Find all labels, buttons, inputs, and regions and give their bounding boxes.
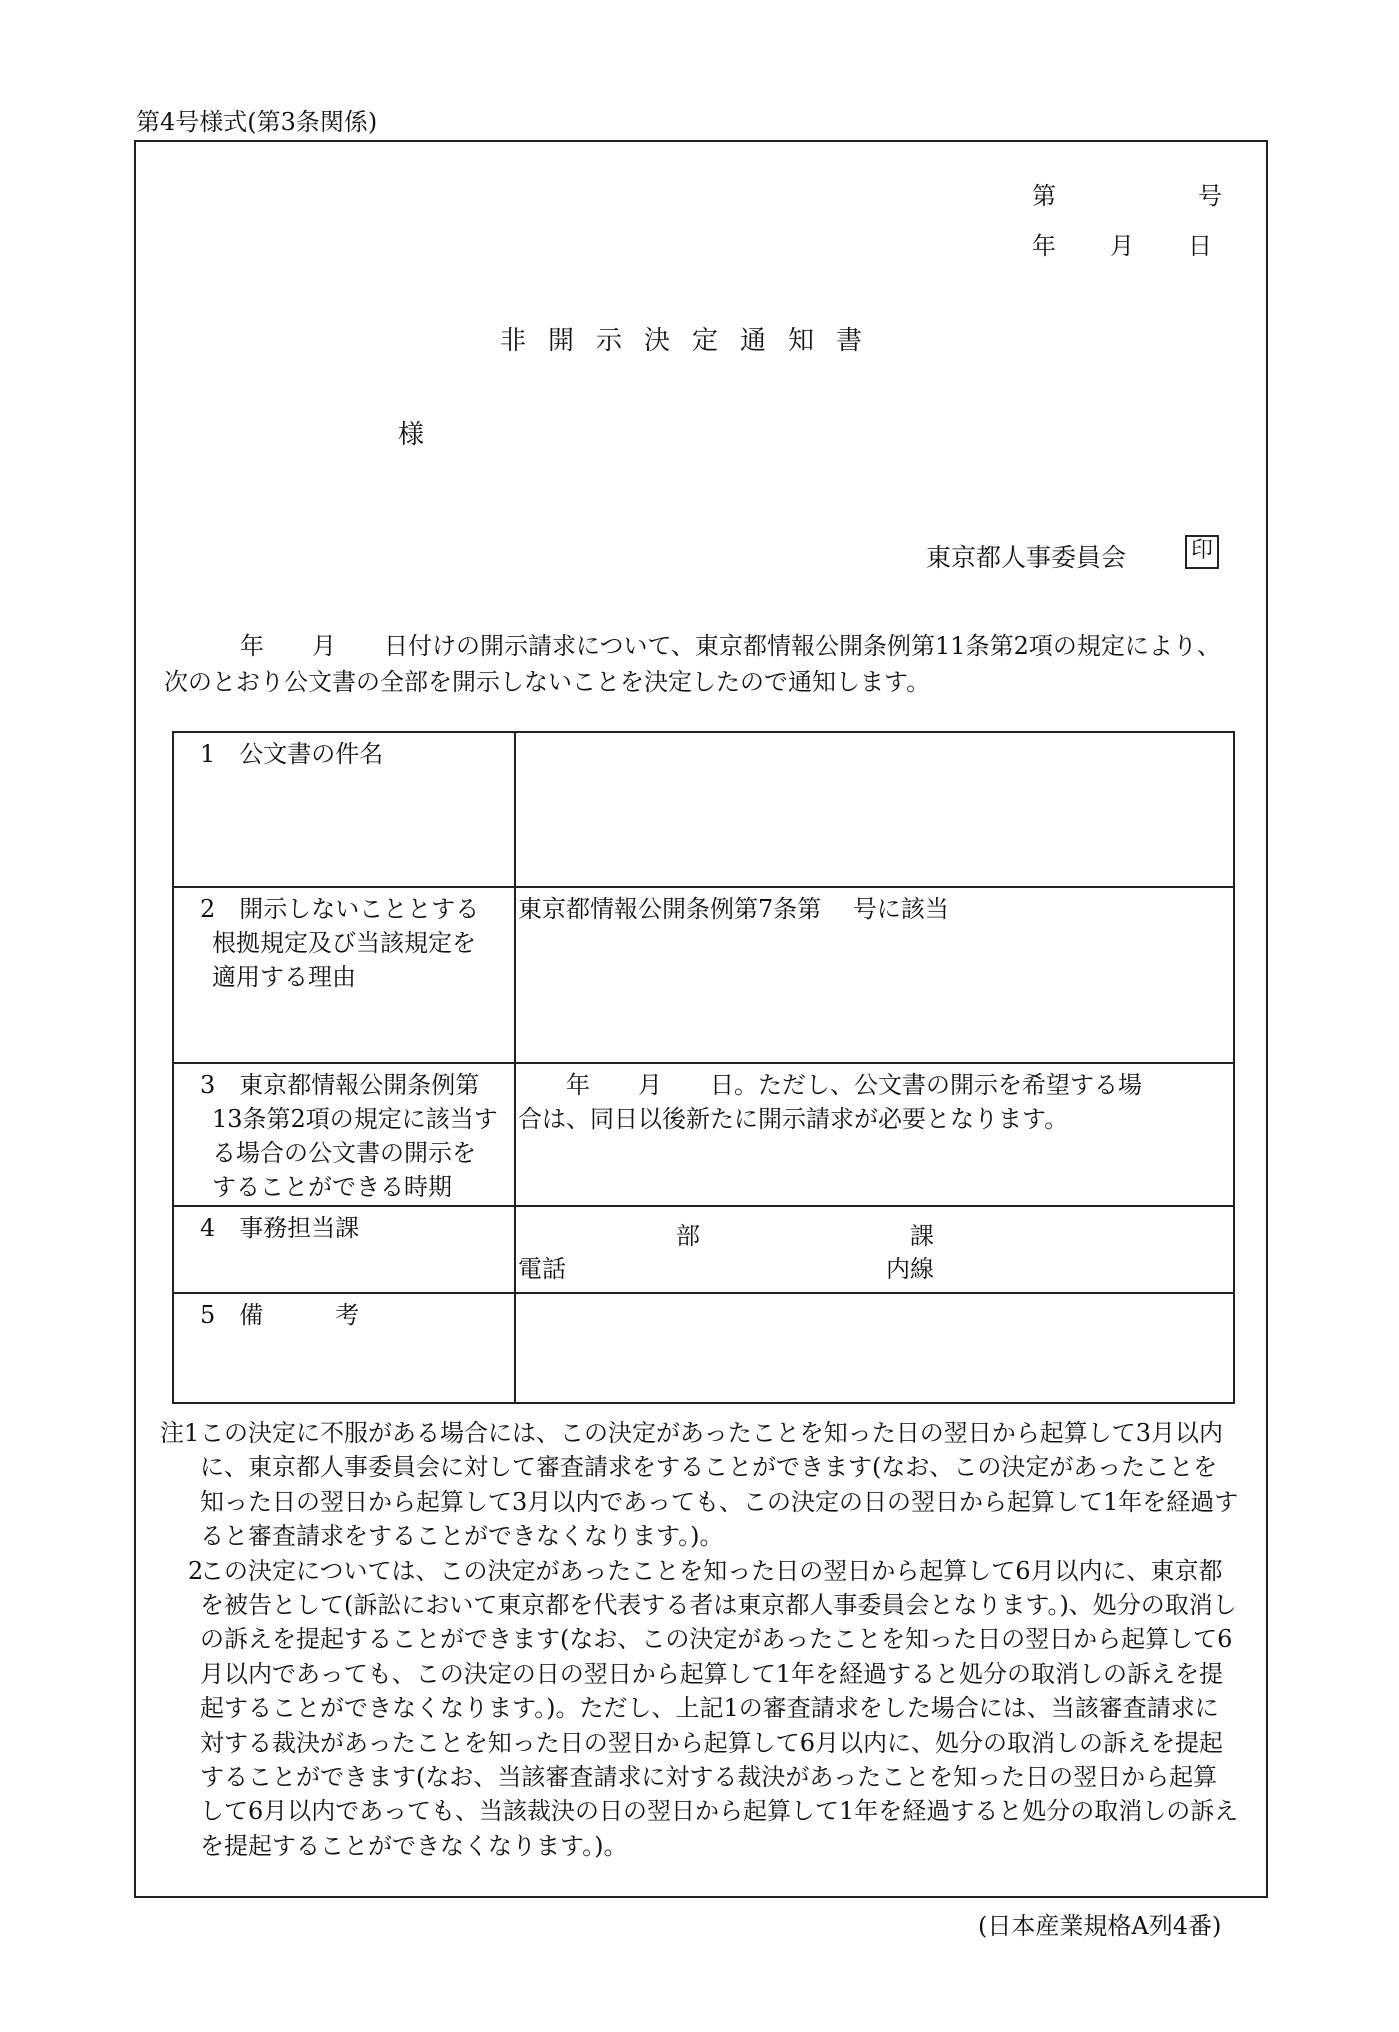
- extension-label: 内線: [886, 1255, 934, 1283]
- table-row-divider: [172, 1205, 1235, 1207]
- row-label-reason: 2 開示しないこととする 根拠規定及び当該規定を 適用する理由: [200, 895, 480, 991]
- phone-label: 電話: [518, 1255, 566, 1283]
- addressee-suffix: 様: [398, 420, 425, 450]
- table-row-divider: [172, 1062, 1235, 1064]
- note-1: [160, 1416, 1240, 1554]
- table-row-divider: [172, 1292, 1235, 1294]
- issue-date: [1032, 226, 1212, 261]
- seal-mark: 印: [1185, 535, 1219, 569]
- table-row-divider: [172, 886, 1235, 888]
- note-1-mark: 注1: [160, 1419, 200, 1447]
- document-number: [1032, 176, 1222, 211]
- date-year: 年: [1032, 232, 1056, 260]
- form-number: 第4号様式(第3条関係): [136, 108, 378, 136]
- note-2: [160, 1554, 1240, 1864]
- row-label-disclosure-time: 3 東京都情報公開条例第 13条第2項の規定に該当す る場合の公文書の開示を することができる時期: [200, 1071, 498, 1201]
- document-title: 非開示決定通知書: [500, 326, 885, 356]
- row-label-remarks: 5 備 考: [200, 1301, 360, 1329]
- date-month: 月: [1110, 232, 1134, 260]
- row-value-disclosure-time: 年 月 日。ただし、公文書の開示を希望する場 合は、同日以後新たに開示請求が必要となります。: [518, 1071, 1142, 1133]
- paper-size-note: (日本産業規格A列4番): [978, 1912, 1222, 1940]
- note-2-mark: 2: [188, 1556, 204, 1585]
- table-column-divider: [514, 731, 516, 1404]
- row-label-department: 4 事務担当課: [200, 1214, 360, 1242]
- row-value-reason: 東京都情報公開条例第7条第 号に該当: [518, 895, 949, 923]
- note-1-text: この決定に不服がある場合には、この決定があったことを知った日の翌日から起算して3月以内に、東京都人事委員会に対して審査請求をすることができます(なお、この決定があったことを知った日の翌日から起算して3月以内であっても、この決定の日の翌日から起算して1年を経過すると審査請求をすることができなくなります。)。: [200, 1419, 1239, 1551]
- department-label: 部: [676, 1222, 700, 1250]
- row-label-subject: 1 公文書の件名: [200, 740, 384, 768]
- date-day: 日: [1188, 232, 1212, 260]
- note-2-text: この決定については、この決定があったことを知った日の翌日から起算して6月以内に、東京都を被告として(訴訟において東京都を代表する者は東京都人事委員会となります。)、処分の取消しの訴えを提起することができます(なお、この決定があったことを知った日の翌日から起算して6月以内であっても、この決定の日の翌日から起算して1年を経過すると処分の取消しの訴えを提起することができなくなります。)。ただし、上記1の審査請求をした場合には、当該審査請求に対する裁決があったことを知った日の翌日から起算して6月以内に、処分の取消しの訴えを提起することができます(なお、当該審査請求に対する裁決があったことを知った日の翌日から起算して6月以内であっても、当該裁決の日の翌日から起算して1年を経過すると処分の取消しの訴えを提起することができなくなります。)。: [200, 1556, 1239, 1860]
- intro-text: 年 月 日付けの開示請求について、東京都情報公開条例第11条第2項の規定により、次のとおり公文書の全部を開示しないことを決定したので通知します。: [164, 632, 1221, 696]
- issuer-name: 東京都人事委員会: [926, 543, 1127, 572]
- notes: [160, 1416, 1240, 1863]
- document-number-prefix: 第: [1032, 182, 1056, 210]
- section-label: 課: [910, 1222, 934, 1250]
- document-number-suffix: 号: [1198, 182, 1222, 210]
